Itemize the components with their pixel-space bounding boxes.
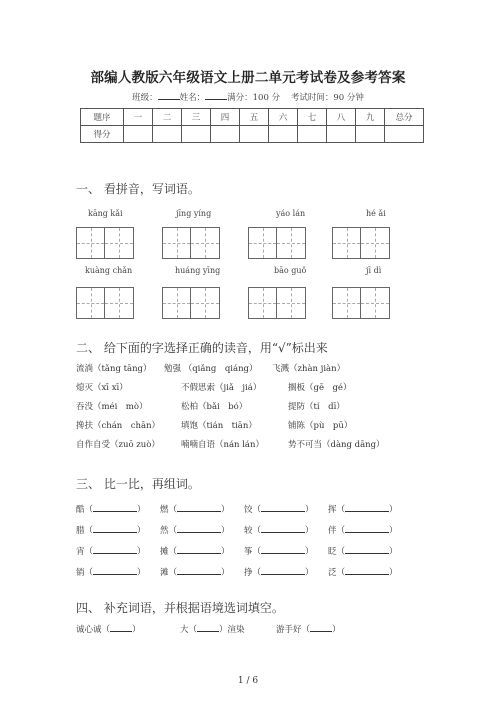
- header-cell: 一: [124, 109, 153, 126]
- word-blank[interactable]: [93, 503, 137, 512]
- grid-cell[interactable]: [163, 288, 191, 318]
- score-cell[interactable]: [327, 126, 356, 143]
- score-cell[interactable]: [269, 126, 298, 143]
- header-cell: 九: [356, 109, 385, 126]
- writing-grid[interactable]: [248, 227, 306, 259]
- grid-cell[interactable]: [249, 228, 277, 258]
- compare-char: 挣: [244, 568, 253, 578]
- score-cell[interactable]: [385, 126, 424, 143]
- header-cell: 二: [153, 109, 182, 126]
- fill-item-prefix: 大（: [180, 625, 198, 635]
- pinyin-label: hé ǎi: [366, 209, 386, 218]
- reading-item: 提防（tí dī）: [288, 402, 345, 412]
- section-1-heading: 一、 看拼音，写词语。: [76, 182, 200, 196]
- score-label: 满分：100 分: [227, 93, 281, 103]
- reading-item: 填饱（tián tiān）: [181, 421, 257, 431]
- compare-item: [76, 524, 146, 536]
- grid-cell[interactable]: [333, 228, 361, 258]
- left-paren: （: [336, 547, 346, 557]
- section-4-heading: 四、 补充词语，并根据语境选词填空。: [76, 601, 284, 615]
- section-2-heading: 二、 给下面的字选择正确的读音，用“√”标出来: [76, 341, 328, 355]
- exam-info: [0, 91, 496, 103]
- header-cell: 总分: [385, 109, 424, 126]
- compare-item: [76, 566, 146, 578]
- left-paren: （: [84, 547, 94, 557]
- compare-item: [76, 545, 146, 557]
- word-blank[interactable]: [177, 503, 221, 512]
- compare-char: 挥: [328, 505, 337, 515]
- right-paren: ）: [137, 547, 146, 557]
- right-paren: ）: [389, 505, 398, 515]
- right-paren: ）: [137, 505, 146, 515]
- fill-blank[interactable]: [310, 623, 332, 632]
- compare-char: 摊: [160, 547, 169, 557]
- compare-item: [328, 566, 398, 578]
- section-3-heading: 三、 比一比，再组词。: [76, 477, 200, 491]
- name-blank: [205, 91, 227, 100]
- left-paren: （: [252, 526, 262, 536]
- right-paren: ）: [305, 568, 314, 578]
- score-cell[interactable]: [240, 126, 269, 143]
- fill-item-suffix: ）渲染: [219, 625, 245, 635]
- writing-grid[interactable]: [248, 287, 306, 319]
- right-paren: ）: [389, 547, 398, 557]
- reading-item: 飞溅（zhàn jiàn）: [272, 364, 346, 374]
- left-paren: （: [84, 505, 94, 515]
- pinyin-label: kuàng chǎn: [85, 266, 133, 275]
- compare-char: 宵: [76, 547, 85, 557]
- grid-cell[interactable]: [361, 228, 389, 258]
- header-cell: 六: [269, 109, 298, 126]
- grid-cell[interactable]: [191, 228, 219, 258]
- reading-item: 铺陈（pù pū）: [288, 421, 353, 431]
- score-cell[interactable]: [124, 126, 153, 143]
- word-blank[interactable]: [93, 566, 137, 575]
- grid-cell[interactable]: [77, 288, 105, 318]
- left-paren: （: [336, 568, 346, 578]
- score-table-row: [81, 126, 424, 143]
- right-paren: ）: [389, 526, 398, 536]
- reading-item: 势不可当（dàng dāng）: [288, 440, 385, 450]
- class-blank: [158, 91, 180, 100]
- score-table: [80, 108, 424, 143]
- reading-item: 搀扶（chán chān）: [76, 421, 161, 431]
- pinyin-label: bāo guǒ: [274, 266, 307, 275]
- grid-cell[interactable]: [333, 288, 361, 318]
- right-paren: ）: [221, 526, 230, 536]
- writing-grid[interactable]: [76, 287, 134, 319]
- compare-item: [76, 503, 146, 515]
- compare-char: 眨: [328, 547, 337, 557]
- compare-char: 饺: [244, 505, 253, 515]
- compare-item: [244, 524, 314, 536]
- fill-item-prefix: 游手好（: [276, 625, 311, 635]
- reading-item: 流淌（tǎng tāng）: [76, 364, 152, 374]
- compare-char: 燃: [160, 505, 169, 515]
- page-title: 部编人教版六年级语文上册二单元考试卷及参考答案: [90, 70, 406, 86]
- grid-cell[interactable]: [105, 228, 133, 258]
- left-paren: （: [252, 547, 262, 557]
- word-blank[interactable]: [261, 545, 305, 554]
- compare-item: [244, 503, 314, 515]
- left-paren: （: [84, 526, 94, 536]
- reading-item: 吞没（méi mò）: [76, 402, 148, 412]
- class-label: 班级：: [132, 93, 158, 103]
- fill-item-suffix: ）: [332, 625, 341, 635]
- reading-item: 自作自受（zuō zuò）: [76, 440, 160, 450]
- grid-cell[interactable]: [277, 288, 305, 318]
- header-cell: 四: [211, 109, 240, 126]
- right-paren: ）: [305, 547, 314, 557]
- header-cell: 八: [327, 109, 356, 126]
- compare-item: [328, 545, 398, 557]
- writing-grid[interactable]: [332, 227, 390, 259]
- header-cell: 五: [240, 109, 269, 126]
- name-label: 姓名：: [179, 93, 206, 103]
- right-paren: ）: [389, 568, 398, 578]
- right-paren: ）: [137, 526, 146, 536]
- word-blank[interactable]: [345, 545, 389, 554]
- row-label: 得分: [81, 126, 124, 143]
- left-paren: （: [168, 568, 178, 578]
- right-paren: ）: [221, 547, 230, 557]
- compare-item: [328, 503, 398, 515]
- score-cell[interactable]: [211, 126, 240, 143]
- compare-char: 然: [160, 526, 169, 536]
- grid-cell[interactable]: [277, 228, 305, 258]
- reading-item: 不假思索（jiǎ jiá）: [181, 383, 262, 393]
- word-blank[interactable]: [177, 524, 221, 533]
- word-blank[interactable]: [177, 545, 221, 554]
- grid-cell[interactable]: [163, 228, 191, 258]
- word-blank[interactable]: [261, 503, 305, 512]
- right-paren: ）: [305, 505, 314, 515]
- right-paren: ）: [221, 505, 230, 515]
- pinyin-label: kāng kǎi: [88, 209, 123, 218]
- compare-char: 滩: [160, 568, 169, 578]
- fill-item: [180, 623, 245, 635]
- compare-item: [160, 524, 230, 536]
- word-blank[interactable]: [261, 566, 305, 575]
- grid-cell[interactable]: [191, 288, 219, 318]
- reading-item: 搁板（gē gé）: [288, 383, 352, 393]
- score-table-header: [81, 109, 424, 126]
- grid-cell[interactable]: [77, 228, 105, 258]
- compare-char: 伴: [328, 526, 337, 536]
- grid-cell[interactable]: [105, 288, 133, 318]
- left-paren: （: [168, 505, 178, 515]
- fill-blank[interactable]: [197, 623, 219, 632]
- right-paren: ）: [137, 568, 146, 578]
- pinyin-label: jīng yíng: [176, 209, 212, 218]
- fill-item-suffix: ）: [132, 625, 141, 635]
- header-cell: 题序: [81, 109, 124, 126]
- score-cell[interactable]: [182, 126, 211, 143]
- grid-cell[interactable]: [361, 288, 389, 318]
- score-cell[interactable]: [153, 126, 182, 143]
- compare-item: [244, 566, 314, 578]
- writing-grid[interactable]: [332, 287, 390, 319]
- word-blank[interactable]: [345, 566, 389, 575]
- word-blank[interactable]: [261, 524, 305, 533]
- pinyin-label: huáng yīng: [175, 266, 221, 275]
- word-blank[interactable]: [93, 545, 137, 554]
- fill-blank[interactable]: [110, 623, 132, 632]
- compare-item: [160, 503, 230, 515]
- compare-item: [244, 545, 314, 557]
- compare-char: 腊: [76, 526, 85, 536]
- word-blank[interactable]: [93, 524, 137, 533]
- compare-item: [328, 524, 398, 536]
- compare-item: [160, 545, 230, 557]
- word-blank[interactable]: [345, 503, 389, 512]
- compare-char: 筝: [244, 547, 253, 557]
- score-cell[interactable]: [356, 126, 385, 143]
- compare-char: 酷: [76, 505, 85, 515]
- left-paren: （: [252, 505, 262, 515]
- fill-item: [76, 623, 141, 635]
- compare-char: 销: [76, 568, 85, 578]
- word-blank[interactable]: [177, 566, 221, 575]
- left-paren: （: [168, 547, 178, 557]
- writing-grid[interactable]: [76, 227, 134, 259]
- right-paren: ）: [305, 526, 314, 536]
- left-paren: （: [252, 568, 262, 578]
- score-cell[interactable]: [298, 126, 327, 143]
- header-cell: 三: [182, 109, 211, 126]
- left-paren: （: [84, 568, 94, 578]
- header-cell: 七: [298, 109, 327, 126]
- left-paren: （: [336, 505, 346, 515]
- left-paren: （: [336, 526, 346, 536]
- fill-item-prefix: 诚心诚（: [76, 625, 111, 635]
- right-paren: ）: [221, 568, 230, 578]
- compare-char: 较: [244, 526, 253, 536]
- compare-char: 泛: [328, 568, 337, 578]
- grid-cell[interactable]: [249, 288, 277, 318]
- writing-grid[interactable]: [162, 227, 220, 259]
- pinyin-label: jī dì: [366, 266, 382, 275]
- writing-grid[interactable]: [162, 287, 220, 319]
- page-number: 1 / 6: [237, 676, 259, 686]
- time-label: 考试时间：90 分钟: [290, 93, 364, 103]
- reading-item: 松柏（bǎi bó）: [181, 402, 248, 412]
- compare-item: [160, 566, 230, 578]
- word-blank[interactable]: [345, 524, 389, 533]
- reading-item: 喃喃自语（nán lán）: [181, 440, 264, 450]
- reading-item: 勉强 （qiǎng qiáng）: [164, 364, 258, 374]
- fill-item: [276, 623, 341, 635]
- pinyin-label: yáo lán: [276, 209, 306, 218]
- left-paren: （: [168, 526, 178, 536]
- reading-item: 熄灭（xī xī）: [76, 383, 128, 393]
